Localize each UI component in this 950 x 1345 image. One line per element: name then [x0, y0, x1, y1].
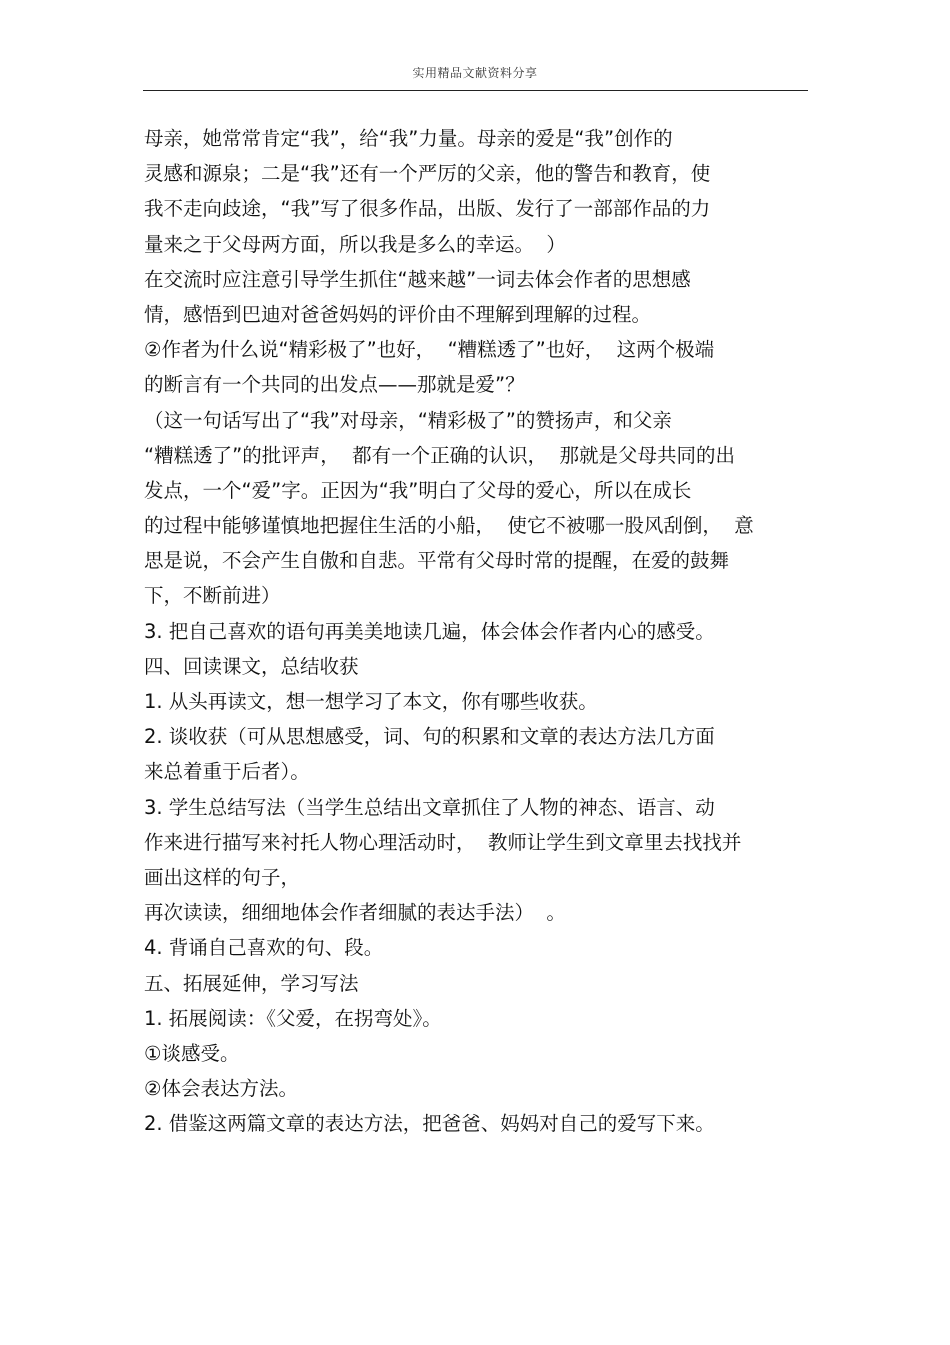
text-line: （这一句话写出了“我”对母亲，“精彩极了”的赞扬声，和父亲: [144, 408, 672, 432]
text-line: 来总着重于后者）。: [144, 760, 310, 784]
section-heading: 五、拓展延伸，学习写法: [144, 971, 359, 995]
text-line: 思是说，不会产生自傲和自悲。平常有父母时常的提醒，在爱的鼓舞: [144, 549, 730, 573]
text-line: 画出这样的句子，: [144, 865, 301, 889]
text-line: 母亲，她常常肯定“我”，给“我”力量。母亲的爱是“我”创作的: [144, 127, 673, 150]
text-line: ②作者为什么说“精彩极了”也好， “糟糕透了”也好， 这两个极端: [144, 338, 715, 362]
text-line: ②体会表达方法。: [144, 1077, 298, 1101]
text-line: 4. 背诵自己喜欢的句、段。: [144, 936, 384, 960]
text-line: 再次读读，细细地体会作者细腻的表达手法） 。: [144, 901, 566, 925]
text-line: 3. 把自己喜欢的语句再美美地读几遍，体会体会作者内心的感受。: [144, 619, 715, 643]
text-line: 的断言有一个共同的出发点——那就是爱”？: [144, 373, 525, 397]
section-heading: 四、回读课文，总结收获: [144, 654, 359, 678]
text-line: 2. 借鉴这两篇文章的表达方法，把爸爸、妈妈对自己的爱写下来。: [144, 1112, 715, 1136]
text-line: 2. 谈收获（可从思想感受，词、句的积累和文章的表达方法几方面: [144, 725, 715, 749]
text-line: 1. 拓展阅读：《父爱，在拐弯处》。: [144, 1006, 442, 1030]
text-line: 量来之于父母两方面，所以我是多么的幸运。 ）: [144, 232, 566, 256]
header-divider: [143, 90, 808, 91]
text-line: 我不走向歧途，“我”写了很多作品，出版、发行了一部部作品的力: [144, 197, 711, 221]
text-line: 情，感悟到巴迪对爸爸妈妈的评价由不理解到理解的过程。: [144, 302, 652, 326]
text-line: 的过程中能够谨慎地把握住生活的小船， 使它不被哪一股风刮倒， 意: [144, 514, 754, 538]
text-line: 3. 学生总结写法（当学生总结出文章抓住了人物的神态、语言、动: [144, 795, 715, 819]
text-line: 灵感和源泉；二是“我”还有一个严厉的父亲，他的警告和教育，使: [144, 162, 711, 186]
text-line: 在交流时应注意引导学生抓住“越来越”一词去体会作者的思想感: [144, 267, 691, 291]
text-line: “糟糕透了”的批评声， 都有一个正确的认识， 那就是父母共同的出: [144, 443, 735, 467]
text-line: 下，不断前进）: [144, 584, 281, 608]
page-header: 实用精品文献资料分享: [412, 66, 538, 80]
text-line: 作来进行描写来衬托人物心理活动时， 教师让学生到文章里去找找并: [144, 830, 742, 854]
text-line: 发点，一个“爱”字。正因为“我”明白了父母的爱心，所以在成长: [144, 478, 692, 502]
text-line: ①谈感受。: [144, 1041, 240, 1065]
text-line: 1. 从头再读文，想一想学习了本文，你有哪些收获。: [144, 690, 598, 713]
document-body: [144, 121, 816, 1141]
